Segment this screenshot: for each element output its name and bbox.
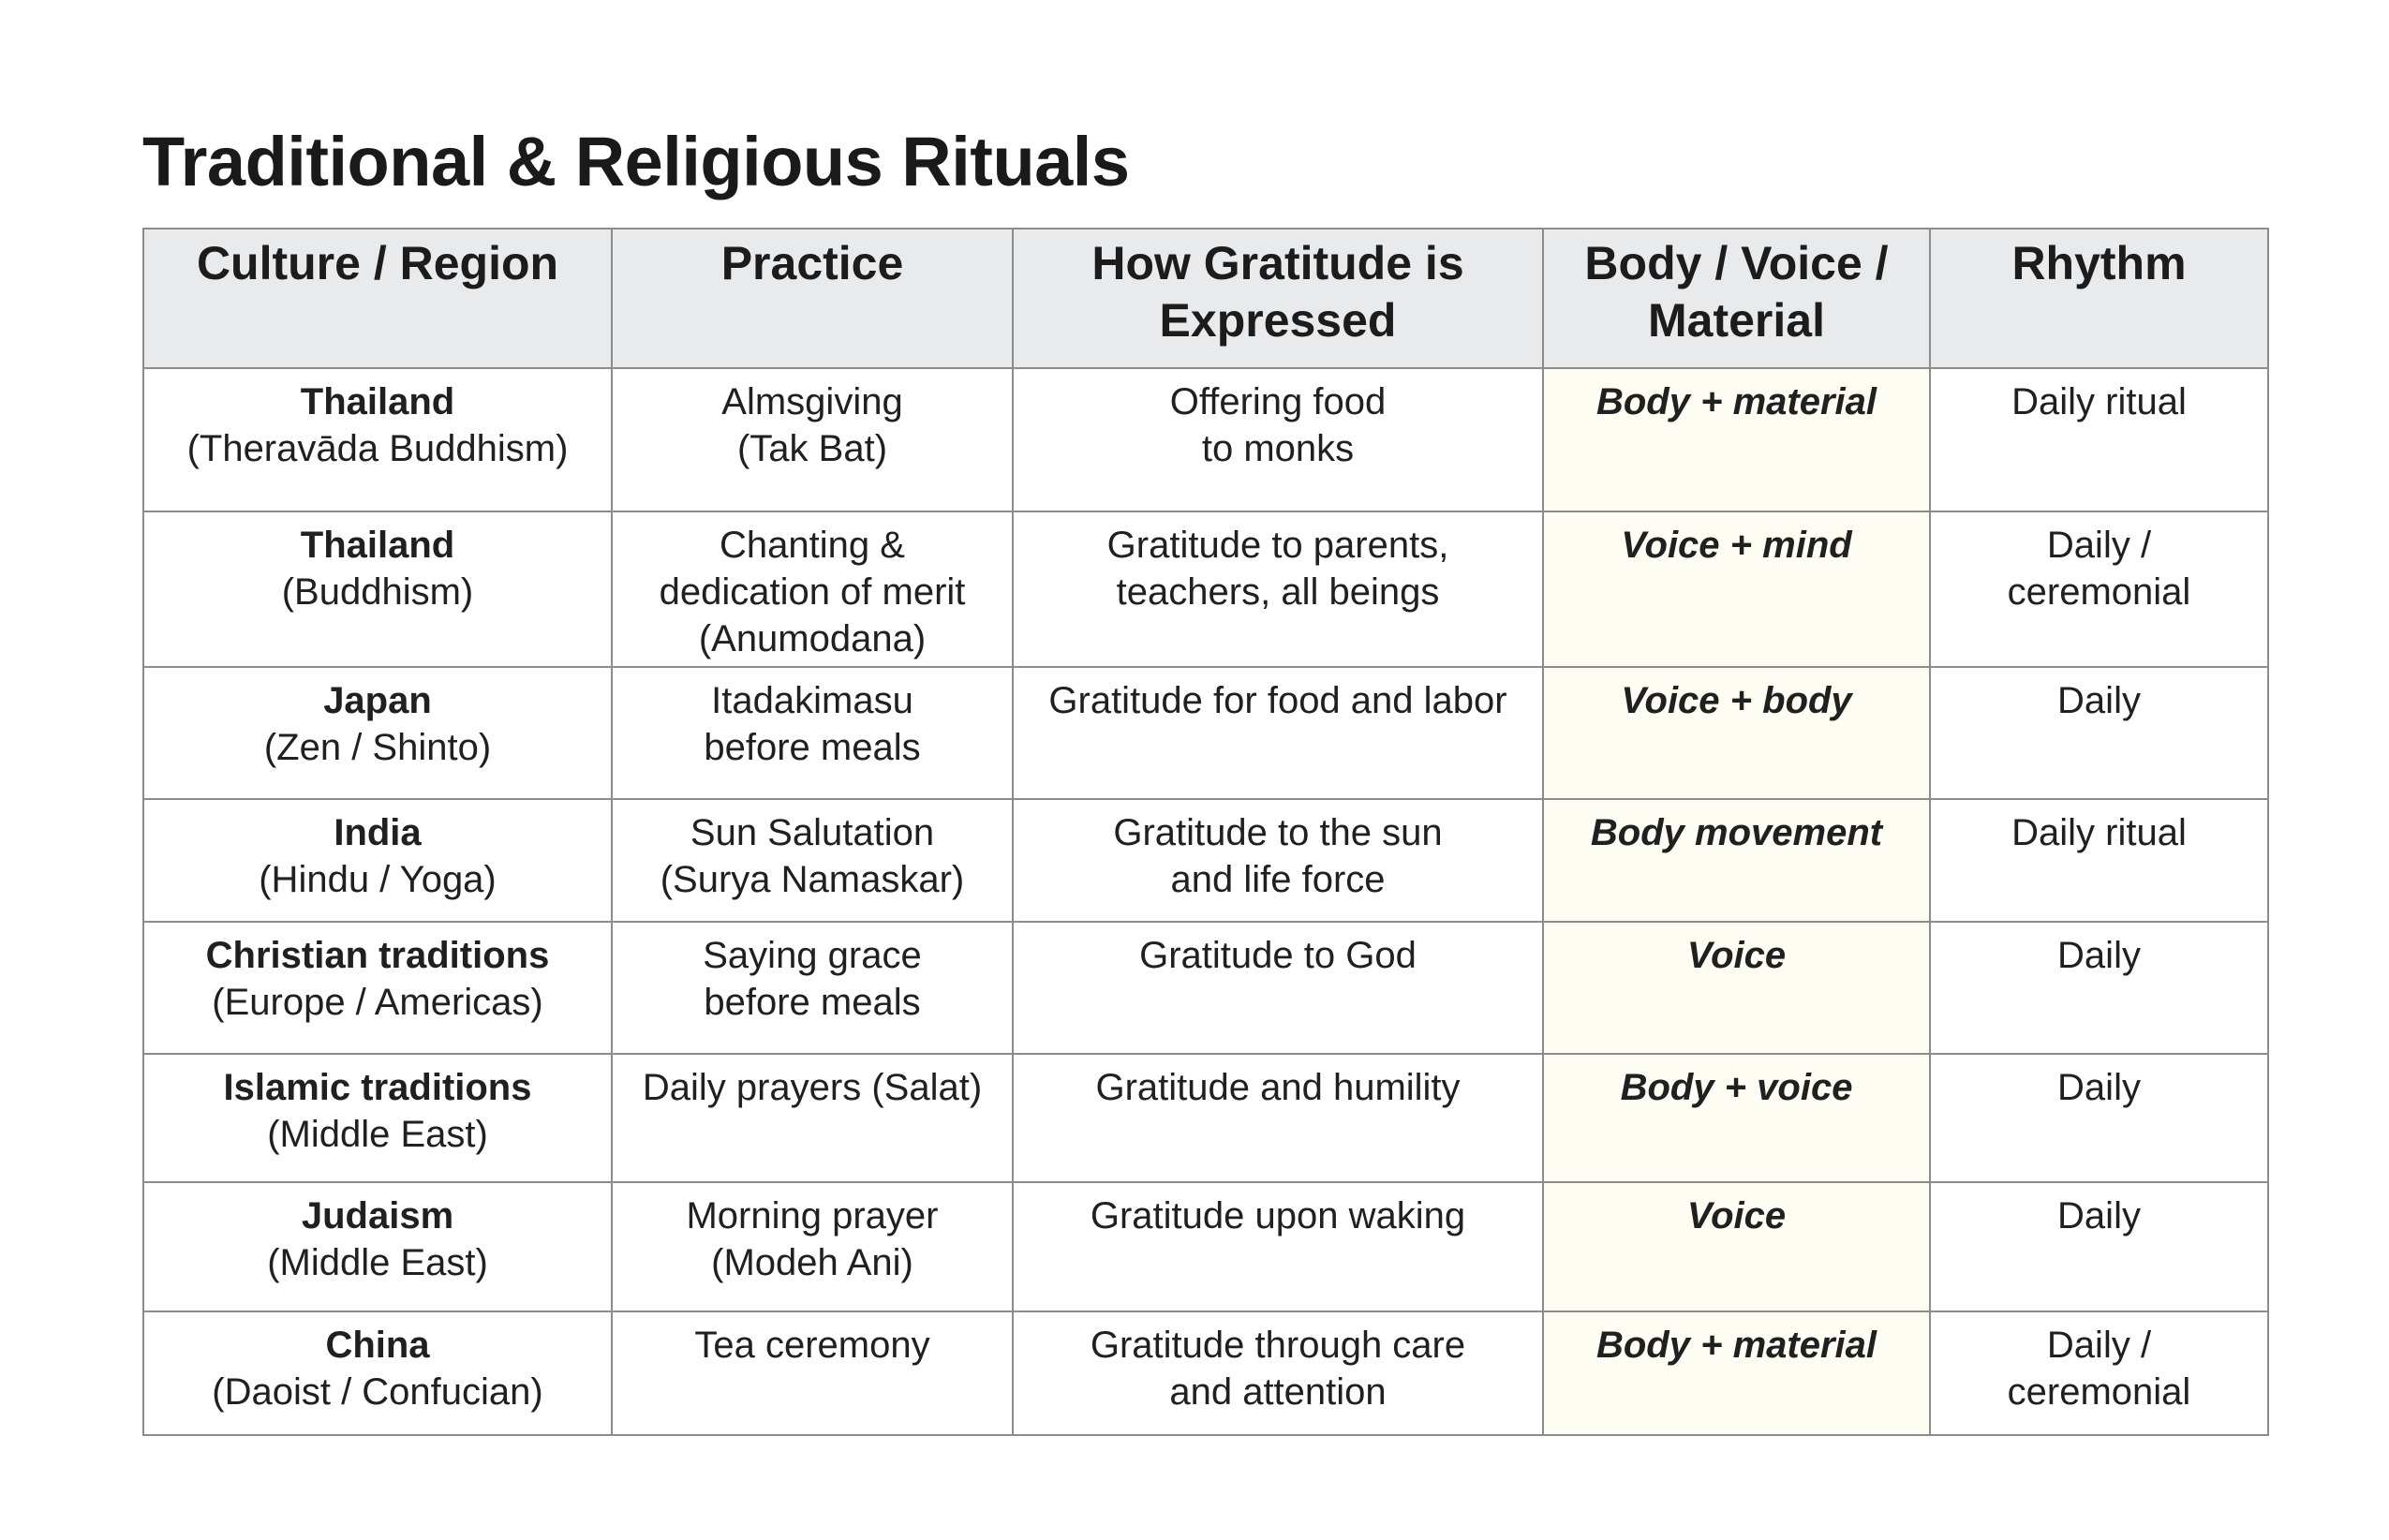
gratitude-cell — [1013, 511, 1543, 667]
rhythm-cell — [1930, 667, 2268, 799]
body-voice-value: Voice — [1686, 1195, 1787, 1236]
header-text: How Gratitude is — [1091, 237, 1464, 289]
table-row — [143, 1054, 2268, 1182]
header-text: Rhythm — [2011, 237, 2187, 289]
culture-cell — [143, 1054, 612, 1182]
gratitude-line: Offering food — [1169, 381, 1387, 422]
body-voice-cell — [1543, 1311, 1930, 1435]
rhythm-line: Daily / — [2046, 1325, 2152, 1366]
rhythm-cell — [1930, 1182, 2268, 1311]
header-text: Practice — [720, 237, 904, 289]
culture-name: Judaism — [301, 1195, 454, 1236]
body-voice-cell — [1543, 1054, 1930, 1182]
table-row — [143, 667, 2268, 799]
gratitude-line: teachers, all beings — [1116, 571, 1440, 613]
gratitude-line: Gratitude to parents, — [1106, 525, 1449, 566]
culture-detail: (Theravāda Buddhism) — [186, 428, 569, 469]
header-text: Body / Voice / — [1584, 237, 1889, 289]
practice-cell — [612, 368, 1013, 511]
rhythm-line: Daily ritual — [2011, 812, 2187, 853]
gratitude-cell — [1013, 1182, 1543, 1311]
culture-name: Japan — [323, 680, 432, 721]
rhythm-line: Daily — [2057, 1067, 2141, 1108]
rhythm-line: ceremonial — [2007, 571, 2191, 613]
body-voice-cell — [1543, 922, 1930, 1054]
culture-detail: (Hindu / Yoga) — [259, 859, 497, 900]
culture-cell — [143, 511, 612, 667]
gratitude-line: and life force — [1170, 859, 1386, 900]
header-text: Expressed — [1159, 294, 1397, 347]
practice-line: Chanting & — [720, 525, 905, 566]
practice-line: before meals — [704, 727, 921, 768]
culture-detail: (Middle East) — [267, 1242, 488, 1283]
culture-cell — [143, 1311, 612, 1435]
header-rhythm — [1930, 229, 2268, 368]
gratitude-line: Gratitude to God — [1139, 935, 1417, 976]
culture-cell — [143, 799, 612, 922]
gratitude-cell — [1013, 1054, 1543, 1182]
rhythm-line: Daily — [2057, 680, 2141, 721]
practice-line: Almsgiving — [721, 381, 903, 422]
gratitude-line: to monks — [1201, 428, 1355, 469]
gratitude-cell — [1013, 667, 1543, 799]
header-text: Culture / Region — [196, 237, 559, 289]
culture-cell — [143, 1182, 612, 1311]
body-voice-cell — [1543, 368, 1930, 511]
table-row — [143, 511, 2268, 667]
practice-line: Tea ceremony — [694, 1325, 930, 1366]
practice-cell — [612, 922, 1013, 1054]
rhythm-line: Daily / — [2046, 525, 2152, 566]
practice-cell — [612, 799, 1013, 922]
rhythm-cell — [1930, 922, 2268, 1054]
culture-name: India — [334, 812, 422, 853]
page-title: Traditional & Religious Rituals — [142, 123, 1130, 200]
culture-cell — [143, 667, 612, 799]
rhythm-cell — [1930, 368, 2268, 511]
body-voice-value: Voice — [1686, 935, 1787, 976]
table-row — [143, 799, 2268, 922]
table-row — [143, 922, 2268, 1054]
culture-name: Christian traditions — [205, 935, 550, 976]
culture-detail: (Middle East) — [267, 1114, 488, 1155]
rhythm-line: Daily ritual — [2011, 381, 2187, 422]
body-voice-value: Body movement — [1590, 812, 1883, 853]
rhythm-cell — [1930, 1311, 2268, 1435]
practice-cell — [612, 667, 1013, 799]
header-practice — [612, 229, 1013, 368]
rhythm-line: ceremonial — [2007, 1371, 2191, 1413]
gratitude-line: and attention — [1169, 1371, 1387, 1413]
gratitude-cell — [1013, 922, 1543, 1054]
rhythm-line: Daily — [2057, 935, 2141, 976]
gratitude-line: Gratitude for food and labor — [1048, 680, 1507, 721]
body-voice-cell — [1543, 511, 1930, 667]
body-voice-cell — [1543, 1182, 1930, 1311]
culture-cell — [143, 922, 612, 1054]
table-row — [143, 368, 2268, 511]
gratitude-line: Gratitude upon waking — [1090, 1195, 1466, 1236]
body-voice-value: Body + material — [1595, 381, 1877, 422]
practice-line: (Surya Namaskar) — [660, 859, 965, 900]
rhythm-cell — [1930, 799, 2268, 922]
practice-line: (Anumodana) — [698, 618, 927, 659]
culture-cell — [143, 368, 612, 511]
header-gratitude-expressed — [1013, 229, 1543, 368]
gratitude-line: Gratitude and humility — [1095, 1067, 1461, 1108]
rituals-table — [142, 228, 2269, 1436]
rhythm-cell — [1930, 511, 2268, 667]
practice-cell — [612, 1054, 1013, 1182]
culture-name: China — [325, 1325, 430, 1366]
practice-line: Morning prayer — [686, 1195, 939, 1236]
culture-name: Thailand — [300, 525, 455, 566]
body-voice-value: Voice + body — [1621, 680, 1852, 721]
rhythm-line: Daily — [2057, 1195, 2141, 1236]
practice-line: (Modeh Ani) — [711, 1242, 913, 1283]
body-voice-cell — [1543, 799, 1930, 922]
practice-cell — [612, 1182, 1013, 1311]
rhythm-cell — [1930, 1054, 2268, 1182]
practice-line: (Tak Bat) — [736, 428, 888, 469]
gratitude-cell — [1013, 1311, 1543, 1435]
header-culture-region — [143, 229, 612, 368]
gratitude-cell — [1013, 368, 1543, 511]
header-text: Material — [1648, 294, 1825, 347]
practice-line: Itadakimasu — [711, 680, 913, 721]
culture-name: Islamic traditions — [223, 1067, 532, 1108]
practice-line: Sun Salutation — [690, 812, 935, 853]
body-voice-value: Body + voice — [1620, 1067, 1853, 1108]
table-row — [143, 1182, 2268, 1311]
culture-name: Thailand — [300, 381, 455, 422]
header-row — [143, 229, 2268, 368]
body-voice-value: Voice + mind — [1621, 525, 1852, 566]
practice-cell — [612, 1311, 1013, 1435]
practice-line: Daily prayers (Salat) — [642, 1067, 983, 1108]
culture-detail: (Daoist / Confucian) — [212, 1371, 543, 1413]
practice-line: before meals — [704, 982, 921, 1023]
gratitude-cell — [1013, 799, 1543, 922]
table-row — [143, 1311, 2268, 1435]
body-voice-value: Body + material — [1595, 1325, 1877, 1366]
header-body-voice-material — [1543, 229, 1930, 368]
culture-detail: (Buddhism) — [281, 571, 474, 613]
gratitude-line: Gratitude to the sun — [1113, 812, 1443, 853]
gratitude-line: Gratitude through care — [1090, 1325, 1466, 1366]
practice-cell — [612, 511, 1013, 667]
practice-line: Saying grace — [703, 935, 922, 976]
culture-detail: (Europe / Americas) — [212, 982, 543, 1023]
culture-detail: (Zen / Shinto) — [263, 727, 492, 768]
body-voice-cell — [1543, 667, 1930, 799]
practice-line: dedication of merit — [659, 571, 966, 613]
